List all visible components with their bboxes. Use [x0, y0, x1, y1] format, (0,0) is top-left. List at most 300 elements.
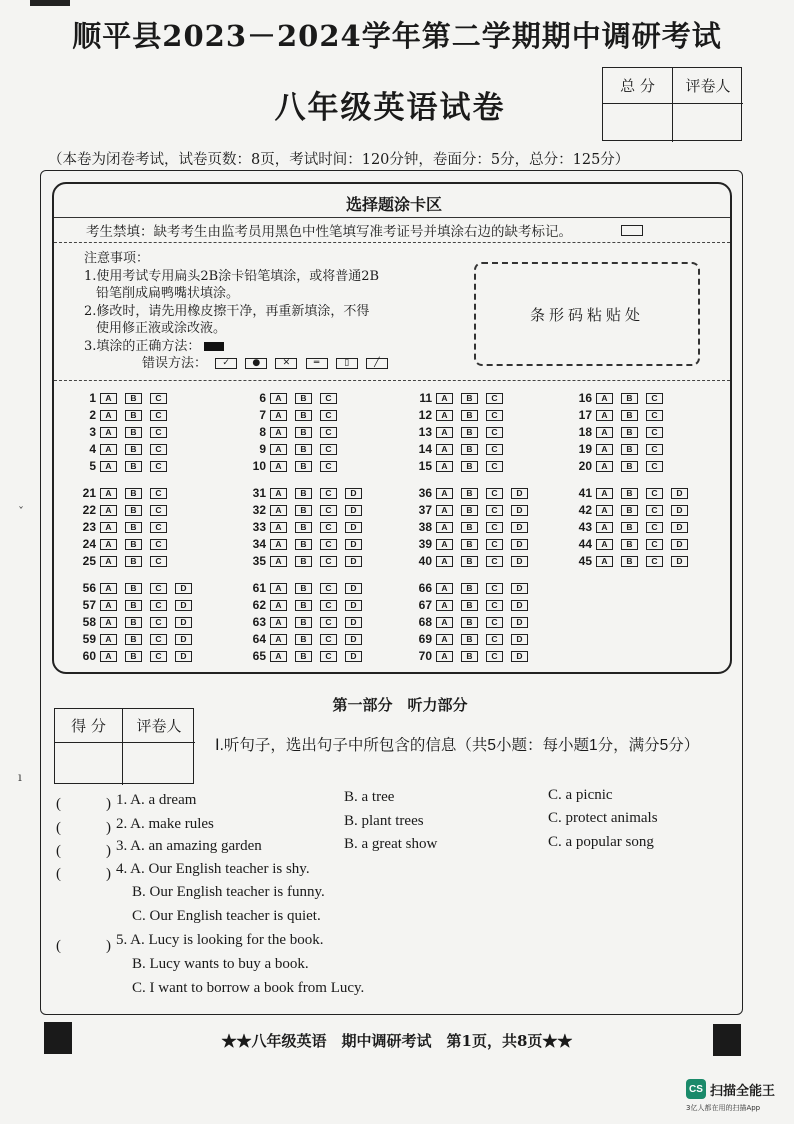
bubble-6-c[interactable]: C: [320, 393, 337, 404]
bubble-58-d[interactable]: D: [175, 617, 192, 628]
bubble-8-b[interactable]: B: [295, 427, 312, 438]
bubble-11-b[interactable]: B: [461, 393, 478, 404]
bubble-17-c[interactable]: C: [646, 410, 663, 421]
answer-row-39: [412, 536, 536, 553]
bubble-43-c[interactable]: C: [646, 522, 663, 533]
question-number: 43: [578, 520, 592, 535]
bubble-62-d[interactable]: D: [345, 600, 362, 611]
question-number: 32: [252, 503, 266, 518]
question-2-option-b: B. plant trees: [344, 813, 424, 829]
bubble-36-b[interactable]: B: [461, 488, 478, 499]
bubble-45-c[interactable]: C: [646, 556, 663, 567]
bubble-20-c[interactable]: C: [646, 461, 663, 472]
total-score-box: [602, 67, 742, 141]
bubble-38-b[interactable]: B: [461, 522, 478, 533]
bubble-22-c[interactable]: C: [150, 505, 167, 516]
bubble-64-b[interactable]: B: [295, 634, 312, 645]
bubble-8-c[interactable]: C: [320, 427, 337, 438]
bubble-58-a[interactable]: A: [100, 617, 117, 628]
wrong-method-label: 错误方法：: [142, 356, 208, 371]
bubble-9-b[interactable]: B: [295, 444, 312, 455]
question-number: 15: [418, 459, 432, 474]
bubble-2-b[interactable]: B: [125, 410, 142, 421]
bubble-38-a[interactable]: A: [436, 522, 453, 533]
answer-row-32: [246, 502, 370, 519]
question-number: 8: [259, 425, 266, 440]
bubble-69-b[interactable]: B: [461, 634, 478, 645]
bubble-42-c[interactable]: C: [646, 505, 663, 516]
answer-row-24: [76, 536, 175, 553]
bubble-45-a[interactable]: A: [596, 556, 613, 567]
correct-fill-sample-icon: [204, 342, 224, 351]
bubble-39-d[interactable]: D: [511, 539, 528, 550]
bubble-41-b[interactable]: B: [621, 488, 638, 499]
bubble-19-c[interactable]: C: [646, 444, 663, 455]
answer-bracket[interactable]: ( ): [56, 843, 111, 859]
bubble-68-d[interactable]: D: [511, 617, 528, 628]
question-number: 4: [89, 442, 96, 457]
answer-bracket[interactable]: ( ): [56, 820, 111, 836]
question-number: 33: [252, 520, 266, 535]
absence-instruction: 考生禁填：缺考考生由监考员用黑色中性笔填写准考证号并填涂右边的缺考标记。: [86, 224, 572, 240]
bubble-62-a[interactable]: A: [270, 600, 287, 611]
bubble-17-b[interactable]: B: [621, 410, 638, 421]
question-number: 13: [418, 425, 432, 440]
bubble-64-d[interactable]: D: [345, 634, 362, 645]
bubble-65-a[interactable]: A: [270, 651, 287, 662]
bubble-43-b[interactable]: B: [621, 522, 638, 533]
dashed-divider: [54, 242, 730, 243]
bubble-21-b[interactable]: B: [125, 488, 142, 499]
bubble-56-a[interactable]: A: [100, 583, 117, 594]
answer-row-68: [412, 614, 536, 631]
question-number: 35: [252, 554, 266, 569]
total-score-field[interactable]: [603, 104, 673, 142]
question-number: 64: [252, 632, 266, 647]
bubble-33-c[interactable]: C: [320, 522, 337, 533]
bubble-37-d[interactable]: D: [511, 505, 528, 516]
bubble-12-c[interactable]: C: [486, 410, 503, 421]
bubble-57-b[interactable]: B: [125, 600, 142, 611]
bubble-6-a[interactable]: A: [270, 393, 287, 404]
answer-row-44: [572, 536, 696, 553]
question-1-option-a: 1. A. a dream: [116, 792, 197, 808]
bubble-32-d[interactable]: D: [345, 505, 362, 516]
bubble-25-b[interactable]: B: [125, 556, 142, 567]
question-number: 12: [418, 408, 432, 423]
bubble-10-b[interactable]: B: [295, 461, 312, 472]
bubble-16-c[interactable]: C: [646, 393, 663, 404]
bubble-42-a[interactable]: A: [596, 505, 613, 516]
bubble-35-d[interactable]: D: [345, 556, 362, 567]
bubble-14-b[interactable]: B: [461, 444, 478, 455]
question-number: 18: [578, 425, 592, 440]
bubble-67-b[interactable]: B: [461, 600, 478, 611]
bubble-44-a[interactable]: A: [596, 539, 613, 550]
bubble-23-c[interactable]: C: [150, 522, 167, 533]
bubble-60-d[interactable]: D: [175, 651, 192, 662]
answer-row-18: [572, 424, 671, 441]
answer-row-57: [76, 597, 200, 614]
bubble-37-c[interactable]: C: [486, 505, 503, 516]
score-field[interactable]: [55, 743, 123, 785]
bubble-22-b[interactable]: B: [125, 505, 142, 516]
bubble-33-d[interactable]: D: [345, 522, 362, 533]
grader-field[interactable]: [673, 104, 743, 142]
answer-row-5: [76, 458, 175, 475]
bubble-6-b[interactable]: B: [295, 393, 312, 404]
bubble-18-a[interactable]: A: [596, 427, 613, 438]
bubble-58-c[interactable]: C: [150, 617, 167, 628]
question-1-option-c: C. a picnic: [548, 787, 613, 803]
bubble-14-a[interactable]: A: [436, 444, 453, 455]
bubble-62-b[interactable]: B: [295, 600, 312, 611]
bubble-22-a[interactable]: A: [100, 505, 117, 516]
answer-row-67: [412, 597, 536, 614]
bubble-40-a[interactable]: A: [436, 556, 453, 567]
bubble-32-a[interactable]: A: [270, 505, 287, 516]
question-number: 3: [89, 425, 96, 440]
question-number: 9: [259, 442, 266, 457]
bubble-13-b[interactable]: B: [461, 427, 478, 438]
bubble-1-c[interactable]: C: [150, 393, 167, 404]
question-4-option-a: 4. A. Our English teacher is shy.: [116, 861, 310, 877]
answer-row-41: [572, 485, 696, 502]
bubble-37-b[interactable]: B: [461, 505, 478, 516]
bubble-5-b[interactable]: B: [125, 461, 142, 472]
bubble-31-b[interactable]: B: [295, 488, 312, 499]
bubble-38-d[interactable]: D: [511, 522, 528, 533]
bubble-4-a[interactable]: A: [100, 444, 117, 455]
bubble-42-d[interactable]: D: [671, 505, 688, 516]
bubble-36-d[interactable]: D: [511, 488, 528, 499]
bubble-34-d[interactable]: D: [345, 539, 362, 550]
question-3-option-b: B. a great show: [344, 836, 438, 852]
question-5-option-b: B. Lucy wants to buy a book.: [132, 956, 309, 972]
answer-bracket[interactable]: ( ): [56, 938, 111, 954]
answer-row-60: [76, 648, 200, 665]
bubble-4-b[interactable]: B: [125, 444, 142, 455]
bubble-64-a[interactable]: A: [270, 634, 287, 645]
bubble-9-a[interactable]: A: [270, 444, 287, 455]
answer-row-15: [412, 458, 511, 475]
bubble-63-d[interactable]: D: [345, 617, 362, 628]
bubble-43-a[interactable]: A: [596, 522, 613, 533]
bubble-10-a[interactable]: A: [270, 461, 287, 472]
bubble-40-d[interactable]: D: [511, 556, 528, 567]
bubble-61-b[interactable]: B: [295, 583, 312, 594]
bubble-7-c[interactable]: C: [320, 410, 337, 421]
bubble-35-c[interactable]: C: [320, 556, 337, 567]
answer-row-69: [412, 631, 536, 648]
answer-row-2: [76, 407, 175, 424]
bubble-65-c[interactable]: C: [320, 651, 337, 662]
bubble-3-b[interactable]: B: [125, 427, 142, 438]
bubble-5-c[interactable]: C: [150, 461, 167, 472]
bubble-68-a[interactable]: A: [436, 617, 453, 628]
bubble-58-b[interactable]: B: [125, 617, 142, 628]
bubble-23-a[interactable]: A: [100, 522, 117, 533]
bubble-70-c[interactable]: C: [486, 651, 503, 662]
bubble-15-a[interactable]: A: [436, 461, 453, 472]
answer-row-16: [572, 390, 671, 407]
question-3-option-a: 3. A. an amazing garden: [116, 838, 262, 854]
bubble-20-b[interactable]: B: [621, 461, 638, 472]
bubble-5-a[interactable]: A: [100, 461, 117, 472]
bubble-24-a[interactable]: A: [100, 539, 117, 550]
question-number: 58: [82, 615, 96, 630]
bubble-33-b[interactable]: B: [295, 522, 312, 533]
grader-label: 评卷人: [673, 68, 743, 104]
bubble-4-c[interactable]: C: [150, 444, 167, 455]
answer-row-45: [572, 553, 696, 570]
bubble-56-c[interactable]: C: [150, 583, 167, 594]
question-number: 34: [252, 537, 266, 552]
bubble-60-a[interactable]: A: [100, 651, 117, 662]
bubble-41-a[interactable]: A: [596, 488, 613, 499]
bubble-16-a[interactable]: A: [596, 393, 613, 404]
bubble-44-b[interactable]: B: [621, 539, 638, 550]
bubble-11-a[interactable]: A: [436, 393, 453, 404]
bubble-61-d[interactable]: D: [345, 583, 362, 594]
bubble-59-d[interactable]: D: [175, 634, 192, 645]
bubble-44-d[interactable]: D: [671, 539, 688, 550]
dash-mark-icon: ═: [306, 358, 328, 369]
question-number: 67: [418, 598, 432, 613]
bubble-11-c[interactable]: C: [486, 393, 503, 404]
bubble-31-c[interactable]: C: [320, 488, 337, 499]
question-number: 5: [89, 459, 96, 474]
answer-row-1: [76, 390, 175, 407]
bubble-32-b[interactable]: B: [295, 505, 312, 516]
bubble-70-b[interactable]: B: [461, 651, 478, 662]
top-edge-mark: [30, 0, 70, 6]
notice-line: 2.修改时，请先用橡皮擦干净，再重新填涂，不得: [84, 303, 370, 319]
answer-row-13: [412, 424, 511, 441]
notice-block: [84, 250, 388, 373]
answer-card: [52, 182, 732, 674]
bubble-60-c[interactable]: C: [150, 651, 167, 662]
bubble-31-d[interactable]: D: [345, 488, 362, 499]
question-number: 31: [252, 486, 266, 501]
bubble-62-c[interactable]: C: [320, 600, 337, 611]
part-title: 第一部分 听力部分: [332, 697, 468, 714]
bubble-18-c[interactable]: C: [646, 427, 663, 438]
bubble-3-a[interactable]: A: [100, 427, 117, 438]
bubble-45-d[interactable]: D: [671, 556, 688, 567]
scanner-app-tagline: 3亿人都在用的扫描App: [686, 1104, 761, 1112]
bubble-61-c[interactable]: C: [320, 583, 337, 594]
bubble-12-b[interactable]: B: [461, 410, 478, 421]
bubble-9-c[interactable]: C: [320, 444, 337, 455]
bubble-63-b[interactable]: B: [295, 617, 312, 628]
question-number: 70: [418, 649, 432, 664]
bubble-2-c[interactable]: C: [150, 410, 167, 421]
bubble-66-b[interactable]: B: [461, 583, 478, 594]
answer-bracket[interactable]: ( ): [56, 796, 111, 812]
bubble-34-c[interactable]: C: [320, 539, 337, 550]
question-number: 66: [418, 581, 432, 596]
bubble-19-a[interactable]: A: [596, 444, 613, 455]
total-score-label: 总 分: [603, 68, 673, 104]
bubble-60-b[interactable]: B: [125, 651, 142, 662]
bubble-69-d[interactable]: D: [511, 634, 528, 645]
bubble-34-a[interactable]: A: [270, 539, 287, 550]
divider: [54, 217, 730, 218]
bubble-10-c[interactable]: C: [320, 461, 337, 472]
absence-mark-box[interactable]: [621, 225, 643, 236]
bubble-56-b[interactable]: B: [125, 583, 142, 594]
answer-row-59: [76, 631, 200, 648]
bubble-69-c[interactable]: C: [486, 634, 503, 645]
bubble-31-a[interactable]: A: [270, 488, 287, 499]
question-number: 41: [578, 486, 592, 501]
bubble-3-c[interactable]: C: [150, 427, 167, 438]
bubble-56-d[interactable]: D: [175, 583, 192, 594]
answer-row-11: [412, 390, 511, 407]
bubble-17-a[interactable]: A: [596, 410, 613, 421]
answer-row-64: [246, 631, 370, 648]
question-number: 39: [418, 537, 432, 552]
answer-row-70: [412, 648, 536, 665]
question-number: 25: [82, 554, 96, 569]
bubble-61-a[interactable]: A: [270, 583, 287, 594]
check-mark-icon: ✓: [215, 358, 237, 369]
notice-heading: 注意事项：: [84, 251, 150, 266]
answer-row-9: [246, 441, 345, 458]
bubble-7-b[interactable]: B: [295, 410, 312, 421]
bubble-41-c[interactable]: C: [646, 488, 663, 499]
bubble-57-a[interactable]: A: [100, 600, 117, 611]
bubble-39-b[interactable]: B: [461, 539, 478, 550]
question-number: 6: [259, 391, 266, 406]
answer-row-56: [76, 580, 200, 597]
bubble-57-d[interactable]: D: [175, 600, 192, 611]
bubble-1-a[interactable]: A: [100, 393, 117, 404]
exam-title: 顺平县2023－2024学年第二学期期中调研考试: [72, 19, 722, 53]
bubble-23-b[interactable]: B: [125, 522, 142, 533]
bubble-65-b[interactable]: B: [295, 651, 312, 662]
bubble-40-c[interactable]: C: [486, 556, 503, 567]
grader-label: 评卷人: [123, 709, 195, 743]
bubble-19-b[interactable]: B: [621, 444, 638, 455]
bubble-63-c[interactable]: C: [320, 617, 337, 628]
bubble-13-a[interactable]: A: [436, 427, 453, 438]
bubble-15-b[interactable]: B: [461, 461, 478, 472]
answer-bracket[interactable]: ( ): [56, 866, 111, 882]
bubble-40-b[interactable]: B: [461, 556, 478, 567]
answer-row-40: [412, 553, 536, 570]
bubble-2-a[interactable]: A: [100, 410, 117, 421]
bubble-35-a[interactable]: A: [270, 556, 287, 567]
question-number: 21: [82, 486, 96, 501]
question-number: 65: [252, 649, 266, 664]
bubble-66-d[interactable]: D: [511, 583, 528, 594]
bubble-45-b[interactable]: B: [621, 556, 638, 567]
section-score-box: [54, 708, 194, 784]
bubble-32-c[interactable]: C: [320, 505, 337, 516]
bubble-39-c[interactable]: C: [486, 539, 503, 550]
answer-row-36: [412, 485, 536, 502]
bubble-33-a[interactable]: A: [270, 522, 287, 533]
bubble-12-a[interactable]: A: [436, 410, 453, 421]
bubble-59-c[interactable]: C: [150, 634, 167, 645]
bubble-14-c[interactable]: C: [486, 444, 503, 455]
grader-field[interactable]: [123, 743, 195, 785]
answer-row-17: [572, 407, 671, 424]
partial-mark-icon: ▯: [336, 358, 358, 369]
bubble-69-a[interactable]: A: [436, 634, 453, 645]
bubble-43-d[interactable]: D: [671, 522, 688, 533]
bubble-67-c[interactable]: C: [486, 600, 503, 611]
bubble-42-b[interactable]: B: [621, 505, 638, 516]
bubble-44-c[interactable]: C: [646, 539, 663, 550]
question-number: 20: [578, 459, 592, 474]
bubble-25-a[interactable]: A: [100, 556, 117, 567]
bubble-20-a[interactable]: A: [596, 461, 613, 472]
bubble-38-c[interactable]: C: [486, 522, 503, 533]
bubble-7-a[interactable]: A: [270, 410, 287, 421]
bubble-34-b[interactable]: B: [295, 539, 312, 550]
bubble-65-d[interactable]: D: [345, 651, 362, 662]
bubble-70-d[interactable]: D: [511, 651, 528, 662]
bubble-15-c[interactable]: C: [486, 461, 503, 472]
bubble-68-c[interactable]: C: [486, 617, 503, 628]
bubble-70-a[interactable]: A: [436, 651, 453, 662]
bubble-67-d[interactable]: D: [511, 600, 528, 611]
bubble-64-c[interactable]: C: [320, 634, 337, 645]
bubble-1-b[interactable]: B: [125, 393, 142, 404]
dashed-divider: [54, 380, 730, 381]
bubble-36-a[interactable]: A: [436, 488, 453, 499]
bubble-21-c[interactable]: C: [150, 488, 167, 499]
bubble-37-a[interactable]: A: [436, 505, 453, 516]
answer-row-43: [572, 519, 696, 536]
question-number: 16: [578, 391, 592, 406]
bubble-21-a[interactable]: A: [100, 488, 117, 499]
bubble-36-c[interactable]: C: [486, 488, 503, 499]
bubble-66-a[interactable]: A: [436, 583, 453, 594]
answer-row-61: [246, 580, 370, 597]
answer-row-34: [246, 536, 370, 553]
bubble-66-c[interactable]: C: [486, 583, 503, 594]
bubble-35-b[interactable]: B: [295, 556, 312, 567]
answer-row-14: [412, 441, 511, 458]
bubble-25-c[interactable]: C: [150, 556, 167, 567]
dot-mark-icon: ●: [245, 358, 267, 369]
bubble-39-a[interactable]: A: [436, 539, 453, 550]
bubble-8-a[interactable]: A: [270, 427, 287, 438]
bubble-59-a[interactable]: A: [100, 634, 117, 645]
bubble-67-a[interactable]: A: [436, 600, 453, 611]
bubble-18-b[interactable]: B: [621, 427, 638, 438]
bubble-59-b[interactable]: B: [125, 634, 142, 645]
answer-row-58: [76, 614, 200, 631]
bubble-57-c[interactable]: C: [150, 600, 167, 611]
bubble-41-d[interactable]: D: [671, 488, 688, 499]
question-number: 63: [252, 615, 266, 630]
answer-row-22: [76, 502, 175, 519]
bubble-13-c[interactable]: C: [486, 427, 503, 438]
question-number: 23: [82, 520, 96, 535]
bubble-24-b[interactable]: B: [125, 539, 142, 550]
bubble-16-b[interactable]: B: [621, 393, 638, 404]
bubble-24-c[interactable]: C: [150, 539, 167, 550]
bubble-68-b[interactable]: B: [461, 617, 478, 628]
scan-edge-mark: ˇ: [18, 505, 24, 519]
score-label: 得 分: [55, 709, 123, 743]
bubble-63-a[interactable]: A: [270, 617, 287, 628]
